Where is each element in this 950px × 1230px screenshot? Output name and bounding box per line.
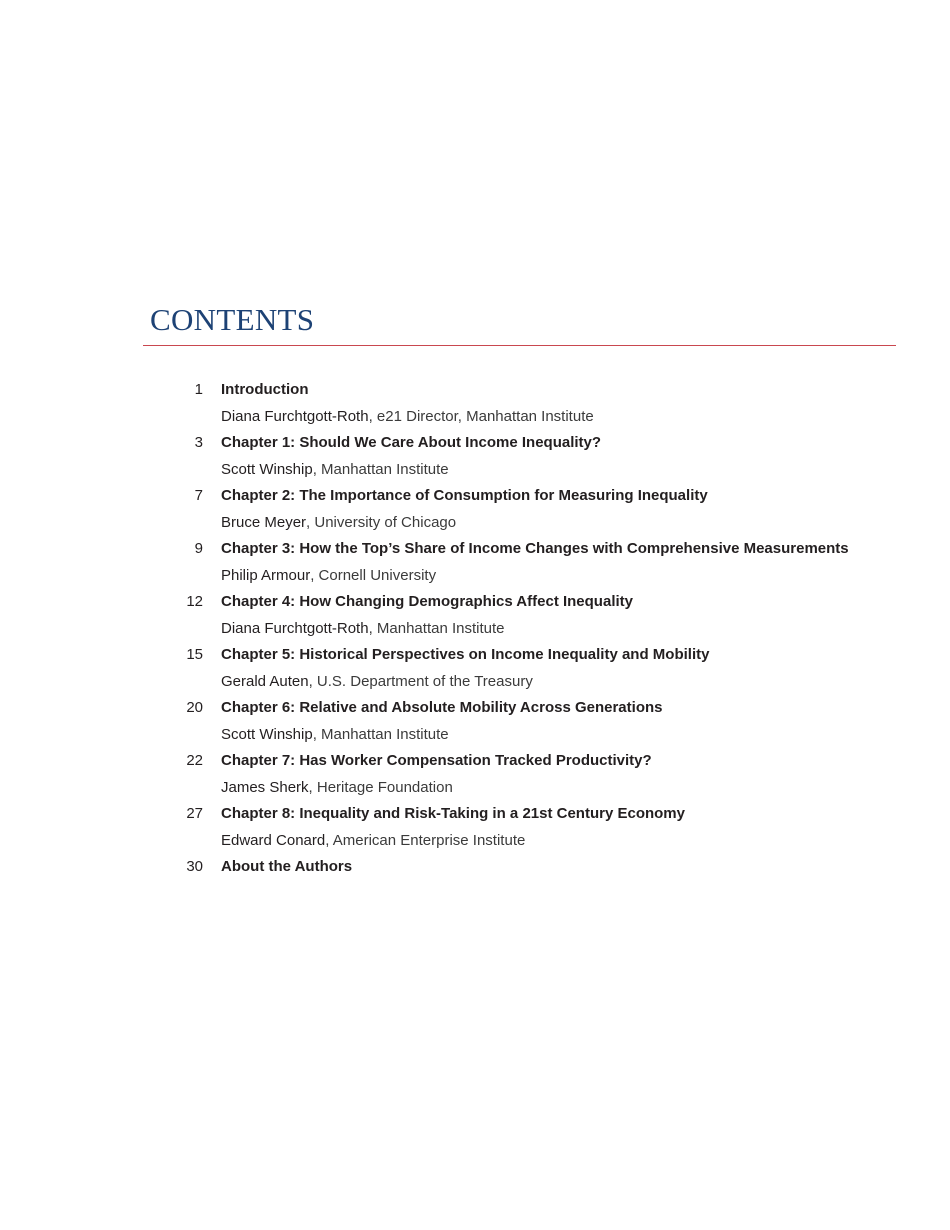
author-line	[221, 775, 890, 802]
entry-title[interactable]: Chapter 1: Should We Care About Income Inequality?	[221, 434, 602, 451]
author-line	[221, 669, 890, 696]
entry-title[interactable]: Chapter 8: Inequality and Risk-Taking in a 21st Century Economy	[221, 805, 685, 822]
page-number: 1	[194, 381, 203, 398]
toc-entry[interactable]	[150, 589, 890, 642]
toc-entry[interactable]	[150, 748, 890, 801]
toc-entry[interactable]	[150, 483, 890, 536]
page-number: 3	[194, 434, 203, 451]
author-affiliation: , American Enterprise Institute	[325, 831, 526, 849]
page-number: 12	[186, 593, 203, 610]
author-line	[221, 828, 890, 855]
entry-title[interactable]: Chapter 4: How Changing Demographics Affect Inequality	[221, 593, 633, 610]
toc-entry[interactable]	[150, 536, 890, 589]
title-divider	[143, 345, 896, 346]
toc-entry[interactable]	[150, 854, 890, 881]
table-of-contents	[150, 377, 890, 881]
page-number: 9	[194, 540, 203, 557]
author-name: Diana Furchtgott-Roth	[221, 407, 369, 425]
page-number: 30	[186, 858, 203, 875]
author-name: Scott Winship	[221, 460, 313, 478]
author-name: Diana Furchtgott-Roth	[221, 619, 369, 637]
page-number: 27	[186, 805, 203, 822]
entry-title[interactable]: Chapter 3: How the Top’s Share of Income Changes with Comprehensive Measurements	[221, 540, 849, 557]
author-name: Bruce Meyer	[221, 513, 307, 531]
author-line	[221, 457, 890, 484]
author-line	[221, 563, 890, 590]
toc-entry[interactable]	[150, 642, 890, 695]
toc-entry[interactable]	[150, 695, 890, 748]
page-number: 7	[194, 487, 203, 504]
author-affiliation: , e21 Director, Manhattan Institute	[368, 407, 594, 425]
entry-title[interactable]: Chapter 6: Relative and Absolute Mobility Across Generations	[221, 699, 663, 716]
author-affiliation: , Manhattan Institute	[312, 460, 449, 478]
toc-entry[interactable]	[150, 377, 890, 430]
entry-title[interactable]: About the Authors	[221, 858, 353, 875]
toc-entry[interactable]	[150, 801, 890, 854]
page-title: CONTENTS	[150, 302, 315, 337]
entry-title[interactable]: Chapter 5: Historical Perspectives on Income Inequality and Mobility	[221, 646, 710, 663]
author-line	[221, 404, 890, 431]
author-name: James Sherk	[221, 778, 309, 796]
author-affiliation: , Manhattan Institute	[368, 619, 505, 637]
author-affiliation: , University of Chicago	[306, 513, 457, 531]
page-number: 20	[186, 699, 203, 716]
toc-entry[interactable]	[150, 430, 890, 483]
author-line	[221, 616, 890, 643]
author-line	[221, 510, 890, 537]
author-name: Scott Winship	[221, 725, 313, 743]
author-affiliation: , Heritage Foundation	[308, 778, 453, 796]
entry-title[interactable]: Introduction	[221, 381, 309, 398]
author-name: Gerald Auten	[221, 672, 309, 690]
author-line	[221, 722, 890, 749]
page-number: 15	[186, 646, 203, 663]
author-affiliation: , U.S. Department of the Treasury	[308, 672, 533, 690]
entry-title[interactable]: Chapter 2: The Importance of Consumption for Measuring Inequality	[221, 487, 708, 504]
author-affiliation: , Manhattan Institute	[312, 725, 449, 743]
author-name: Edward Conard	[221, 831, 326, 849]
page-number: 22	[186, 752, 203, 769]
entry-title[interactable]: Chapter 7: Has Worker Compensation Tracked Productivity?	[221, 752, 652, 769]
author-name: Philip Armour	[221, 566, 311, 584]
author-affiliation: , Cornell University	[310, 566, 437, 584]
